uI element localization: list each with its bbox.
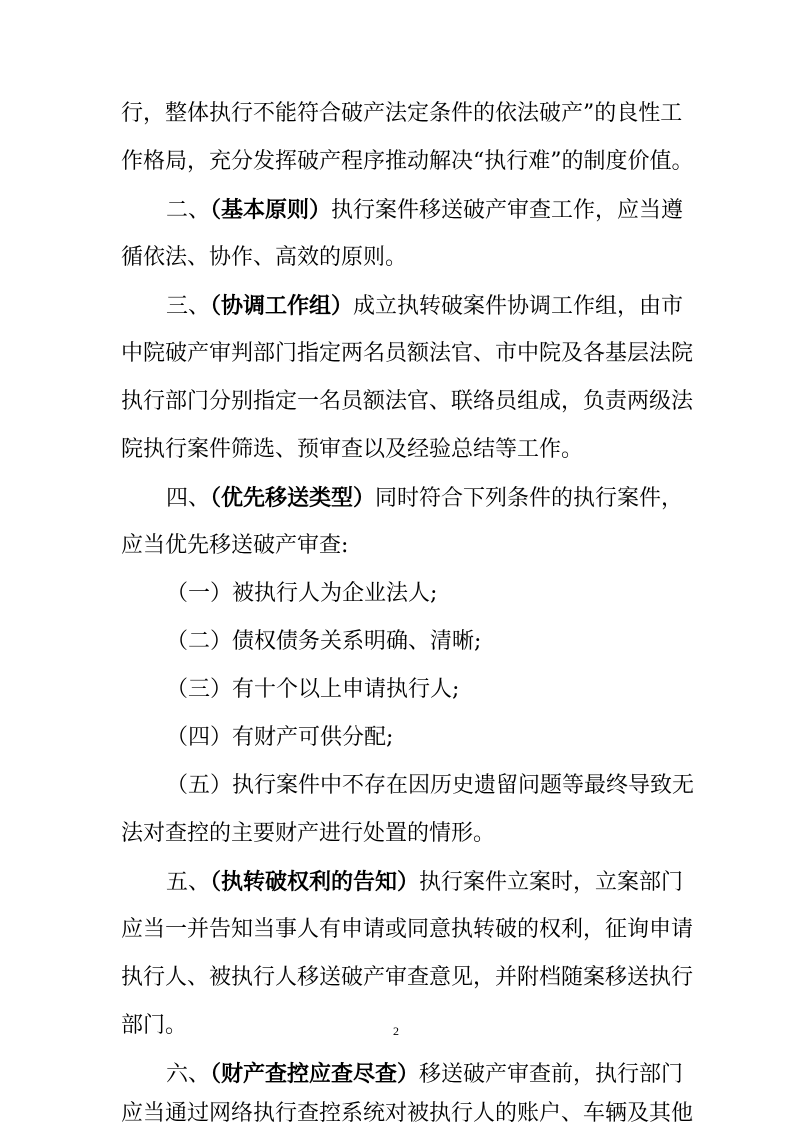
section-number: 四、 bbox=[166, 486, 211, 511]
section-number: 五、 bbox=[166, 870, 211, 895]
text-line bbox=[121, 906, 694, 954]
text-line bbox=[121, 138, 694, 186]
section-heading-line bbox=[166, 282, 684, 330]
list-item bbox=[166, 666, 675, 714]
list-item bbox=[166, 618, 675, 666]
line-text: 应当通过网络执行查控系统对被执行人的账户、车辆及其他 bbox=[121, 1101, 694, 1126]
section-text: 移送破产审查前，执行部门 bbox=[419, 1062, 684, 1087]
line-text: 执行部门分别指定一名员额法官、联络员组成，负责两级法 bbox=[121, 389, 694, 414]
list-item bbox=[166, 762, 695, 810]
list-item bbox=[166, 570, 675, 618]
list-item-text: （三）有十个以上申请执行人; bbox=[166, 677, 460, 702]
section-text: 执行案件立案时，立案部门 bbox=[419, 870, 684, 895]
line-text: 院执行案件筛选、预审查以及经验总结等工作。 bbox=[121, 437, 584, 462]
line-text: 部门。 bbox=[121, 1013, 188, 1038]
list-item bbox=[166, 714, 675, 762]
section-text: 成立执转破案件协调工作组，由市 bbox=[353, 294, 684, 319]
list-item-text: （一）被执行人为企业法人; bbox=[166, 581, 438, 606]
text-line bbox=[121, 1090, 694, 1138]
section-number: 二、 bbox=[166, 198, 211, 223]
section-number: 六、 bbox=[166, 1062, 211, 1087]
line-text: 应当一并告知当事人有申请或同意执转破的权利，征询申请 bbox=[121, 917, 694, 942]
list-item-text: （二）债权债务关系明确、清晰; bbox=[166, 629, 482, 654]
section-text: 执行案件移送破产审查工作，应当遵 bbox=[331, 198, 684, 223]
list-item-text: （五）执行案件中不存在因历史遗留问题等最终导致无 bbox=[166, 773, 695, 798]
text-line bbox=[121, 426, 675, 474]
page-number: 2 bbox=[393, 1024, 399, 1038]
text-line bbox=[121, 90, 683, 138]
text-line bbox=[121, 810, 675, 858]
text-line bbox=[121, 330, 694, 378]
line-text: 作格局，充分发挥破产程序推动解决“执行难”的制度价值。 bbox=[121, 149, 694, 174]
line-text: 行，整体执行不能符合破产法定条件的依法破产”的良性工 bbox=[121, 101, 683, 126]
line-text: 执行人、被执行人移送破产审查意见，并附档随案移送执行 bbox=[121, 965, 694, 990]
text-line bbox=[121, 954, 694, 1002]
section-title: （财产查控应查尽查） bbox=[210, 1061, 420, 1087]
section-heading-line bbox=[166, 186, 684, 234]
list-item-text: （四）有财产可供分配; bbox=[166, 725, 394, 750]
section-number: 三、 bbox=[166, 294, 211, 319]
text-line bbox=[121, 234, 675, 282]
section-heading-line bbox=[166, 858, 684, 906]
section-title: （执转破权利的告知） bbox=[210, 869, 420, 895]
text-line bbox=[121, 522, 675, 570]
line-text: 法对查控的主要财产进行处置的情形。 bbox=[121, 821, 496, 846]
line-text: 应当优先移送破产审查: bbox=[121, 533, 349, 558]
section-title: （基本原则） bbox=[210, 197, 332, 223]
section-title: （协调工作组） bbox=[210, 293, 354, 319]
section-text: 同时符合下列条件的执行案件， bbox=[375, 486, 684, 511]
line-text: 循依法、协作、高效的原则。 bbox=[121, 245, 408, 270]
text-line bbox=[121, 378, 694, 426]
section-title: （优先移送类型） bbox=[210, 485, 376, 511]
section-heading-line bbox=[166, 474, 684, 522]
line-text: 中院破产审判部门指定两名员额法官、市中院及各基层法院 bbox=[121, 341, 694, 366]
